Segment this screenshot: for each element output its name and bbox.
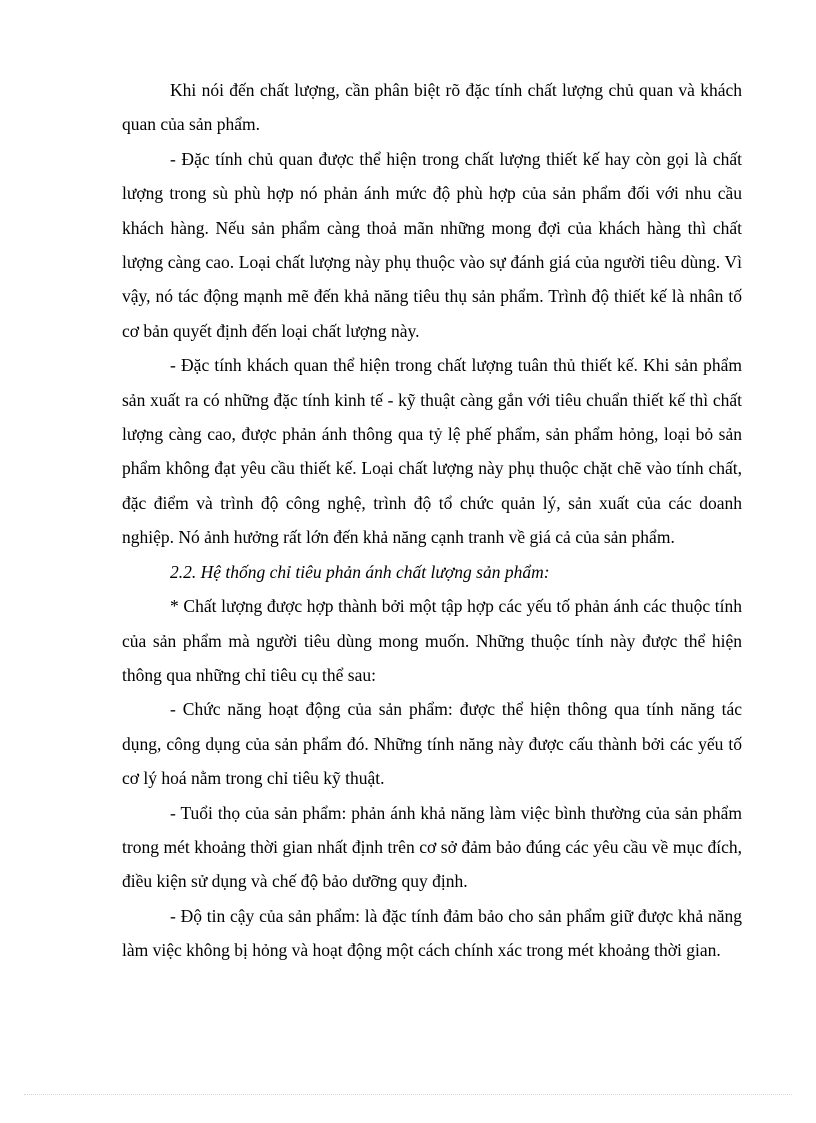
paragraph-quality-distinction: Khi nói đến chất lượng, cần phân biệt rõ đặc tính chất lượng chủ quan và khách quan của sản phẩm. — [122, 80, 742, 135]
paragraph-function: - Chức năng hoạt động của sản phẩm: được thể hiện thông qua tính năng tác dụng, công dụng của sản phẩm đó. Những tính năng này được cấu thành bởi các yếu tố cơ lý hoá nằm trong chỉ tiêu kỹ thuật. — [122, 699, 742, 789]
paragraph-reliability: - Độ tin cậy của sản phẩm: là đặc tính đảm bảo cho sản phẩm giữ được khả năng làm việc không bị hỏng và hoạt động một cách chính xác trong mét khoảng thời gian. — [122, 905, 742, 961]
paragraph-quality-attributes: * Chất lượng được hợp thành bởi một tập hợp các yếu tố phản ánh các thuộc tính của sản phẩm mà người tiêu dùng mong muốn. Những thuộc tính này được thể hiện thông qua những chỉ tiêu cụ thể sau: — [122, 596, 742, 685]
section-heading-quality-indicators: 2.2. Hệ thống chỉ tiêu phản ánh chất lượng sản phẩm: — [170, 561, 550, 582]
paragraph-objective-quality: - Đặc tính khách quan thể hiện trong chất lượng tuân thủ thiết kế. Khi sản phẩm sản xuất ra có những đặc tính kinh tế - kỹ thuật càng gắn với tiêu chuẩn thiết kế thì chất lượng càng cao, được phản ánh thông qua tỷ lệ phế phẩm, sản phẩm hỏng, loại bỏ sản phẩm không đạt yêu cầu thiết kế. Loại chất lượng này phụ thuộc chặt chẽ vào tính chất, đặc điểm và trình độ công nghệ, trình độ tổ chức quản lý, sản xuất của các doanh nghiệp. Nó ảnh hưởng rất lớn đến khả năng cạnh tranh về giá cả của sản phẩm. — [122, 355, 742, 548]
footer-divider — [24, 1094, 792, 1095]
paragraph-subjective-quality: - Đặc tính chủ quan được thể hiện trong chất lượng thiết kế hay còn gọi là chất lượng trong sù phù hợp nó phản ánh mức độ phù hợp của sản phẩm đối với nhu cầu khách hàng. Nếu sản phẩm càng thoả mãn những mong đợi của khách hàng thì chất lượng càng cao. Loại chất lượng này phụ thuộc vào sự đánh giá của người tiêu dùng. Vì vậy, nó tác động mạnh mẽ đến khả năng tiêu thụ sản phẩm. Trình độ thiết kế là nhân tố cơ bản quyết định đến loại chất lượng này. — [122, 148, 742, 341]
paragraph-lifespan: - Tuổi thọ của sản phẩm: phản ánh khả năng làm việc bình thường của sản phẩm trong mét khoảng thời gian nhất định trên cơ sở đảm bảo đúng các yêu cầu về mục đích, điều kiện sử dụng và chế độ bảo dưỡng quy định. — [122, 802, 742, 892]
document-body — [122, 73, 742, 968]
